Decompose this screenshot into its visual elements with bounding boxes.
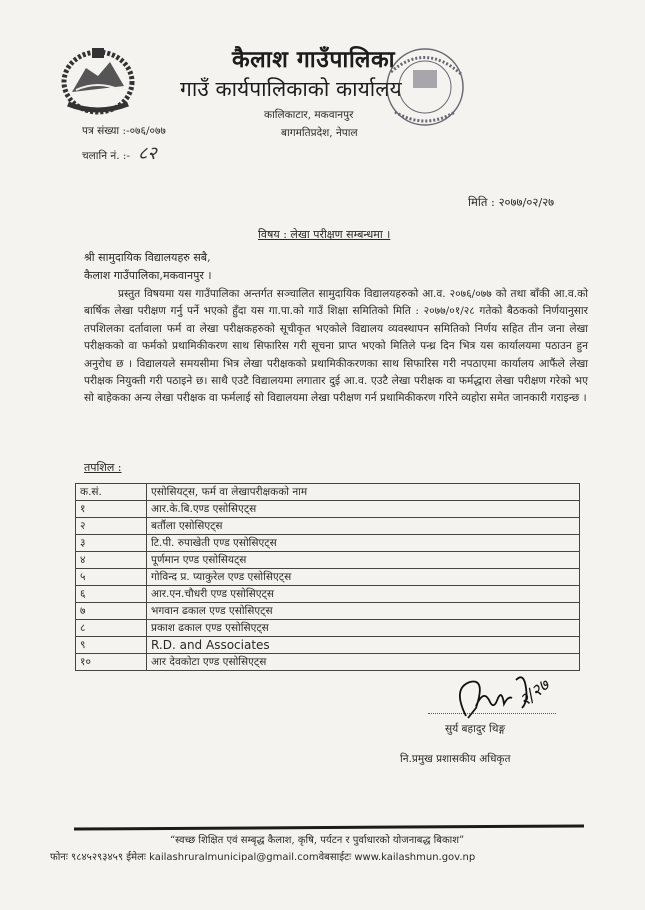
table-row [76,535,580,552]
row-firm-name: R.D. and Associates [147,637,580,654]
signer-designation: नि.प्रमुख प्रशासकीय अधिकृत [400,753,511,765]
table-row [76,569,580,586]
nepal-emblem-logo [58,42,138,118]
row-firm-name: प्रकाश ढकाल एण्ड एसोसिएट्स [147,620,580,637]
table-row [76,501,580,518]
row-serial-number: ५ [76,569,147,586]
dispatch-number-value: ८२ [137,143,157,164]
footer-contact: फोनः ९८४५२९३४५९ ईमेलः kailashruralmunicipal@gmail.comवेबसाईटः www.kailashmun.gov.np [50,852,476,863]
row-serial-number: ३ [76,535,147,552]
table-row [76,586,580,603]
row-serial-number: १ [76,501,147,518]
letterhead-subtitle: गाउँ कार्यपालिकाको कार्यालय [180,77,402,101]
row-firm-name: बर्तौला एसोसिएट्स [147,518,580,535]
row-serial-number: १० [76,654,147,671]
schedule-heading: तपशिल : [84,461,122,474]
letterhead-title: कैलाश गाउँपालिका [232,47,396,73]
row-serial-number: ४ [76,552,147,569]
table-row [76,637,580,654]
row-firm-name: गोविन्द प्र. प्याकुरेल एण्ड एसोसिएट्स [147,569,580,586]
letterhead-address-line1: कालिकाटार, मकवानपुर [264,109,354,121]
row-serial-number: २ [76,518,147,535]
row-firm-name: भगवान ढकाल एण्ड एसोसिएट्स [147,603,580,620]
table-row [76,603,580,620]
auditor-table [75,483,580,671]
row-serial-number: ९ [76,637,147,654]
row-firm-name: आर.के.बि.एण्ड एसोसिएट्स [147,501,580,518]
addressee-line2: कैलाश गाउँपालिका,मकवानपुर । [84,269,212,282]
letter-number [82,124,166,138]
dispatch-number [82,141,157,165]
signature-date: २/२७ [515,675,554,711]
letterhead-address-line2: बागमतिप्रदेश, नेपाल [281,127,358,139]
column-header-name: एसोसियट्स, फर्म वा लेखापरीक्षकको नाम [147,484,580,501]
row-firm-name: आर.एन.चौधरी एण्ड एसोसिएट्स [147,586,580,603]
addressee-line1: श्री सामुदायिक विद्यालयहरु सबै, [84,251,211,264]
letter-subject: विषय : लेखा परीक्षण सम्बन्धमा । [258,228,391,241]
row-firm-name: आर देवकोटा एण्ड एसोसिएट्स [147,654,580,671]
row-firm-name: पूर्णमान एण्ड एसोसियट्स [147,552,580,569]
table-row [76,518,580,535]
letter-number-label: पत्र संख्या :- [82,125,130,137]
table-row [76,620,580,637]
table-row [76,552,580,569]
official-stamp [375,42,475,132]
footer-divider [74,824,584,830]
signer-name: सुर्य बहादुर थिङ्ग [445,723,506,735]
row-serial-number: ७ [76,603,147,620]
row-firm-name: टि.पी. रुपाखेती एण्ड एसोसिएट्स [147,535,580,552]
letter-date: मिति : २०७७/०२/२७ [468,195,555,209]
row-serial-number: ६ [76,586,147,603]
table-header-row [76,484,580,501]
footer-slogan: “स्वच्छ शिक्षित एवं सम्बृद्ध कैलाश, कृषि, पर्यटन र पुर्वाधारको योजनाबद्ध बिकाश” [170,835,465,846]
letter-body: प्रस्तुत विषयमा यस गाउँपालिका अन्तर्गत सञ्चालित सामुदायिक विद्यालयहरुको आ.व. २०७६/०७७ को तथा बाँकी आ.व.को बार्षिक लेखा परीक्षण गर्नु पर्ने भएको हुँदा यस गा.पा.को गाउँ शिक्षा समितिको मिति : २०७७/०१/२८ गतेको बैठकको निर्णयानुसार तपशिलका दर्तावाला फर्म वा लेखा परीक्षकहरुको सूचीकृत भएकोले विद्यालय व्यवस्थापन समितिको निर्णय सहित तीन जना लेखा परीक्षकको वा फर्मको प्रथामिकीकरण साथ सिफारिस गरी सूचना प्राप्त भएको मितिले पन्ध्र दिन भित्र यस कार्यालयमा पठाउन हुन अनुरोध छ । विद्यालयले समयसीमा भित्र लेखा परीक्षकको प्रथामिकीकरणका साथ सिफारिस गरी नपठाएमा कार्यालय आफैंले लेखा परीक्षक नियुक्ती गरी पठाइने छ। साथै एउटै विद्यालयमा लगातार दुई आ.व. एउटै लेखा परीक्षक वा फर्मद्धारा लेखा परीक्षण गरेको भए सो बाहेकका अन्य लेखा परीक्षक वा फर्मलाई सो विद्यालयमा लेखा परीक्षण गर्न प्रथामिकीकरण गरिने व्यहोरा समेत जानकारी गराइन्छ । [84,288,588,405]
column-header-sn: क.सं. [76,484,147,501]
dispatch-number-label: चलानि नं. :- [82,150,130,162]
row-serial-number: ८ [76,620,147,637]
letter-number-value: ०७६/०७७ [129,125,166,137]
